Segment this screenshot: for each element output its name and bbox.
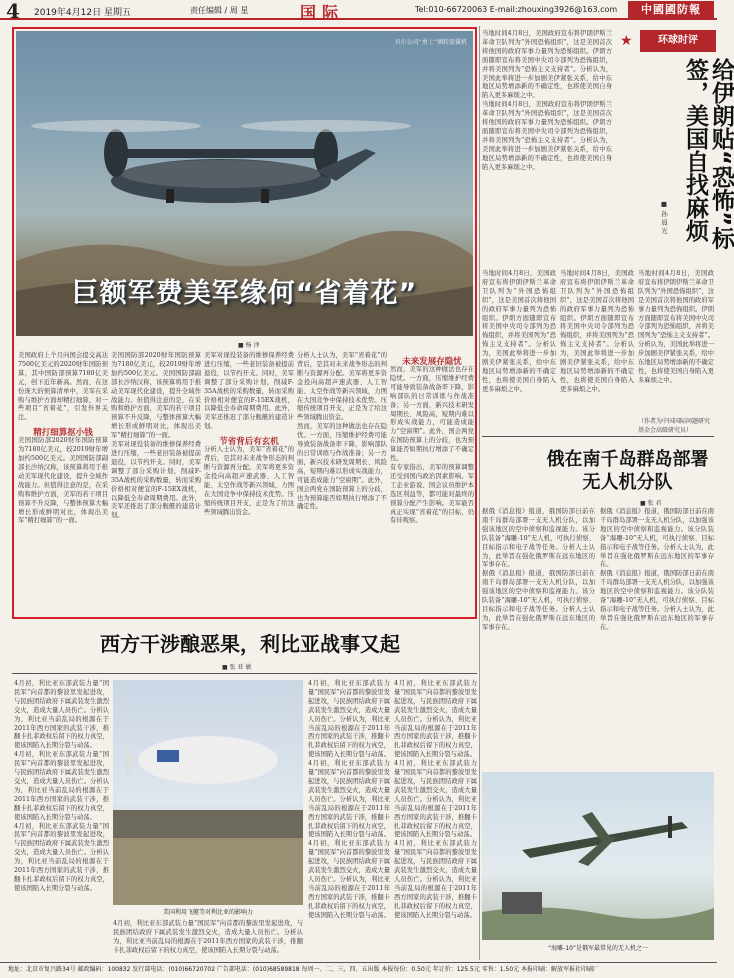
commentary-label: 环球时评 bbox=[640, 30, 716, 52]
section-title: 国际 bbox=[300, 3, 345, 22]
issue-date: 2019年4月12日 星期五 bbox=[34, 8, 131, 18]
commentary-headline: 给伊朗贴“恐怖”标签，美国自找麻烦 bbox=[682, 58, 734, 250]
newspaper-logo: 中國國防報 bbox=[628, 1, 714, 18]
lead-byline: ■ 杨 泽 bbox=[238, 342, 260, 349]
drones-photo-caption: “海雕-10”是俄军最常见的无人机之一 bbox=[547, 945, 649, 952]
footer-imprint: 地址：北京市复兴路34号 邮政编码：100832 发行部电话：(010)66720702 广告部电话：(010)68589818 每周一、二、三、四、五出版 本报每份：0.50元 年订价：125.5元 零售：1.50元 本报印刷：解放军报社印刷厂 bbox=[0, 962, 717, 978]
photo-caption: 贝尔公司“勇士”倾转旋翼机 bbox=[394, 39, 467, 46]
commentary-paragraph: 当地时间4月8日，美国政府宣布将伊朗伊斯兰革命卫队列为“外国恐怖组织”，这是美国首次将他国的政府军事力量列为恐怖组织。伊朗方面随即宣布将美国中央司令部列为恐怖组织，并将美国列为“恐怖主义支持者”。分析认为，美国此举将进一步加剧美伊紧张关系，给中东地区局势增添新的不确定性，也将使美国自身陷入更多麻烦之中。 bbox=[482, 101, 612, 171]
commentary-column-4 bbox=[638, 270, 714, 420]
libya-column-3 bbox=[308, 680, 390, 958]
libya-headline: 西方干涉酿恶果，利比亚战事又起 bbox=[100, 632, 400, 656]
lead-subhead-3: 未来发展存隐忧 bbox=[402, 357, 462, 367]
lead-paragraph: 美国国防部2020财年国防预算为7180亿美元，较2019财年增加约500亿美元。美国国防部副部长沙纳汉称，该预算将用于推动美军现代化建设，提升全域作战能力。但值得注意的是，在采购和维护方面，美军的若干项目预算不升反降，与整体预算大幅增长形成鲜明对比，体现出美军“精打细算”的一面。 bbox=[111, 352, 201, 440]
commentary-column-1 bbox=[482, 30, 612, 265]
lead-column-4 bbox=[297, 352, 387, 614]
lead-paragraph: 美军对现役装备的维修保养经费进行压缩，一些老旧装备被提前退役，以节约开支。同时，美军调整了部分采购计划，削减F-35A战机的采购数量，转而采购价格相对便宜的F-15EX战机，以降低全寿命周期费用。此外，美军还推迟了部分舰艇的建造计划。 bbox=[204, 352, 294, 431]
drones-paragraph: 据俄《消息报》报道，俄国防部日前在南千岛群岛部署一支无人机分队，以加强该地区的空中侦察和监视能力。该分队装备“海雕-10”无人机，可执行侦察、目标指示和电子战等任务。分析人士认为，此举旨在强化俄罗斯在远东地区的军事存在。 bbox=[600, 570, 714, 631]
libya-paragraph: 4月初，利比亚东部武装力量“国民军”向首都的黎波里发起进攻，与民族团结政府下属武装发生激烈交火，造成大量人员伤亡。分析认为，利比亚当前乱局的根源在于2011年西方国家的武装干涉，推翻卡扎菲政权后留下的权力真空，使该国陷入长期分裂与动荡。 bbox=[14, 822, 109, 892]
drones-paragraph: 据俄《消息报》报道，俄国防部日前在南千岛群岛部署一支无人机分队，以加强该地区的空中侦察和监视能力。该分队装备“海雕-10”无人机，可执行侦察、目标指示和电子战等任务。分析人士认为，此举旨在强化俄罗斯在远东地区的军事存在。 bbox=[600, 508, 714, 569]
commentary-author-note: （作者为中国国际问题研究基金会高级研究员） bbox=[638, 418, 711, 434]
lead-photo bbox=[16, 31, 473, 336]
libya-paragraph: 4月初，利比亚东部武装力量“国民军”向首都的黎波里发起进攻，与民族团结政府下属武装发生激烈交火，造成大量人员伤亡。分析认为，利比亚当前乱局的根源在于2011年西方国家的武装干涉，推翻卡扎菲政权后留下的权力真空，使该国陷入长期分裂与动荡。 bbox=[14, 680, 109, 750]
section-divider bbox=[12, 673, 477, 674]
drone-image bbox=[482, 772, 714, 940]
libya-paragraph: 4月初，利比亚东部武装力量“国民军”向首都的黎波里发起进攻，与民族团结政府下属武装发生激烈交火，造成大量人员伤亡。分析认为，利比亚当前乱局的根源在于2011年西方国家的武装干涉，推翻卡扎菲政权后留下的权力真空，使该国陷入长期分裂与动荡。 bbox=[394, 680, 477, 759]
airship-image bbox=[113, 680, 303, 905]
lead-subhead-1: 精打细算抠小钱 bbox=[33, 428, 93, 439]
commentary-column-3 bbox=[560, 270, 634, 430]
libya-column-1 bbox=[14, 680, 109, 950]
drone-photo bbox=[482, 772, 714, 940]
drones-column-2 bbox=[600, 508, 714, 768]
commentary-paragraph: 当地时间4月8日，美国政府宣布将伊朗伊斯兰革命卫队列为“外国恐怖组织”，这是美国首次将他国的政府军事力量列为恐怖组织。伊朗方面随即宣布将美国中央司令部列为恐怖组织，并将美国列为“恐怖主义支持者”。分析认为，美国此举将进一步加剧美伊紧张关系，给中东地区局势增添新的不确定性，也将使美国自身陷入更多麻烦之中。 bbox=[482, 30, 612, 100]
lead-paragraph: 美国政府上个月向国会提交高达7500亿美元的2020财年国防预算，其中国防部预算7180亿美元，创下近年新高。然而，在这份庞大的预算清单中，美军在采购与维护方面却精打细算，对一些项目“省着花”，引发外界关注。 bbox=[18, 352, 108, 422]
star-icon: ★ bbox=[620, 33, 633, 49]
lead-column-3 bbox=[204, 352, 294, 614]
commentary-paragraph: 当地时间4月8日，美国政府宣布将伊朗伊斯兰革命卫队列为“外国恐怖组织”，这是美国首次将他国的政府军事力量列为恐怖组织。伊朗方面随即宣布将美国中央司令部列为恐怖组织，并将美国列为“恐怖主义支持者”。分析认为，美国此举将进一步加剧美伊紧张关系，给中东地区局势增添新的不确定性，也将使美国自身陷入更多麻烦之中。 bbox=[638, 270, 714, 384]
contact-info: Tel:010-66720063 E-mail:zhouxing3926@163.com bbox=[415, 5, 618, 14]
lead-column-2 bbox=[111, 352, 201, 614]
page-number: 4 bbox=[6, 0, 20, 23]
drones-headline: 俄在南千岛群岛部署无人机分队 bbox=[546, 449, 709, 493]
lead-column-1 bbox=[18, 352, 108, 614]
libya-paragraph: 4月初，利比亚东部武装力量“国民军”向首都的黎波里发起进攻，与民族团结政府下属武装发生激烈交火，造成大量人员伤亡。分析认为，利比亚当前乱局的根源在于2011年西方国家的武装干涉，推翻卡扎菲政权后留下的权力真空，使该国陷入长期分裂与动荡。 bbox=[14, 751, 109, 821]
lead-column-5 bbox=[390, 352, 474, 614]
libya-paragraph: 4月初，利比亚东部武装力量“国民军”向首都的黎波里发起进攻，与民族团结政府下属武装发生激烈交火，造成大量人员伤亡。分析认为，利比亚当前乱局的根源在于2011年西方国家的武装干涉，推翻卡扎菲政权后留下的权力真空，使该国陷入长期分裂与动荡。 bbox=[308, 760, 391, 839]
drones-paragraph: 据俄《消息报》报道，俄国防部日前在南千岛群岛部署一支无人机分队，以加强该地区的空中侦察和监视能力。该分队装备“海雕-10”无人机，可执行侦察、目标指示和电子战等任务。分析人士认为，此举旨在强化俄罗斯在远东地区的军事存在。 bbox=[482, 570, 595, 631]
libya-paragraph: 4月初，利比亚东部武装力量“国民军”向首都的黎波里发起进攻，与民族团结政府下属武装发生激烈交火，造成大量人员伤亡。分析认为，利比亚当前乱局的根源在于2011年西方国家的武装干涉，推翻卡扎菲政权后留下的权力真空，使该国陷入长期分裂与动荡。 bbox=[394, 760, 477, 839]
libya-column-2 bbox=[113, 920, 303, 960]
drones-author: ■ 张 君 bbox=[640, 500, 662, 507]
commentary-paragraph: 当地时间4月8日，美国政府宣布将伊朗伊斯兰革命卫队列为“外国恐怖组织”，这是美国首次将他国的政府军事力量列为恐怖组织。伊朗方面随即宣布将美国中央司令部列为恐怖组织，并将美国列为“恐怖主义支持者”。分析认为，美国此举将进一步加剧美伊紧张关系，给中东地区局势增添新的不确定性，也将使美国自身陷入更多麻烦之中。 bbox=[560, 270, 634, 393]
commentary-column-2 bbox=[482, 270, 556, 430]
libya-paragraph: 4月初，利比亚东部武装力量“国民军”向首都的黎波里发起进攻，与民族团结政府下属武装发生激烈交火，造成大量人员伤亡。分析认为，利比亚当前乱局的根源在于2011年西方国家的武装干涉，推翻卡扎菲政权后留下的权力真空，使该国陷入长期分裂与动荡。 bbox=[308, 680, 391, 759]
lead-paragraph: 分析人士认为，美军“省着花”的背后，是其对未来战争形态的判断与资源再分配。美军将更多资金投向高超声速武器、人工智能、太空作战等新兴领域，力图在大国竞争中保持技术优势。压缩传统项目开支，正是为了给这些领域腾出资金。 bbox=[297, 352, 387, 422]
lead-paragraph: 分析人士认为，美军“省着花”的背后，是其对未来战争形态的判断与资源再分配。美军将更多资金投向高超声速武器、人工智能、太空作战等新兴领域，力图在大国竞争中保持技术优势。压缩传统项目开支，正是为了给这些领域腾出资金。 bbox=[204, 446, 294, 516]
drones-paragraph: 据俄《消息报》报道，俄国防部日前在南千岛群岛部署一支无人机分队，以加强该地区的空中侦察和监视能力。该分队装备“海雕-10”无人机，可执行侦察、目标指示和电子战等任务。分析人士认为，此举旨在强化俄罗斯在远东地区的军事存在。 bbox=[482, 508, 595, 569]
lead-headline: 巨额军费美军缘何“省着花” bbox=[71, 278, 418, 309]
commentary-paragraph: 当地时间4月8日，美国政府宣布将伊朗伊斯兰革命卫队列为“外国恐怖组织”，这是美国首次将他国的政府军事力量列为恐怖组织。伊朗方面随即宣布将美国中央司令部列为恐怖组织，并将美国列为“恐怖主义支持者”。分析认为，美国此举将进一步加剧美伊紧张关系，给中东地区局势增添新的不确定性，也将使美国自身陷入更多麻烦之中。 bbox=[482, 270, 556, 393]
libya-paragraph: 4月初，利比亚东部武装力量“国民军”向首都的黎波里发起进攻，与民族团结政府下属武装发生激烈交火，造成大量人员伤亡。分析认为，利比亚当前乱局的根源在于2011年西方国家的武装干涉，推翻卡扎菲政权后留下的权力真空，使该国陷入长期分裂与动荡。 bbox=[394, 840, 477, 919]
drones-column-1 bbox=[482, 508, 595, 768]
libya-photo-caption: 美国利用飞艇等对利比亚的影响力 bbox=[162, 909, 253, 916]
libya-byline: ■ 张 亚 敏 bbox=[222, 664, 252, 671]
libya-paragraph: 4月初，利比亚东部武装力量“国民军”向首都的黎波里发起进攻，与民族团结政府下属武装发生激烈交火，造成大量人员伤亡。分析认为，利比亚当前乱局的根源在于2011年西方国家的武装干涉，推翻卡扎菲政权后留下的权力真空，使该国陷入长期分裂与动荡。 bbox=[113, 920, 303, 954]
libya-photo bbox=[113, 680, 303, 905]
commentary-author: ■ 孙 晨 光 bbox=[660, 200, 668, 234]
lead-paragraph: 美军对现役装备的维修保养经费进行压缩，一些老旧装备被提前退役，以节约开支。同时，美军调整了部分采购计划，削减F-35A战机的采购数量，转而采购价格相对便宜的F-15EX战机，以降低全寿命周期费用。此外，美军还推迟了部分舰艇的建造计划。 bbox=[111, 441, 201, 520]
masthead bbox=[0, 0, 717, 23]
editor-credit: 责任编辑 / 周 星 bbox=[190, 6, 249, 15]
libya-column-4 bbox=[394, 680, 477, 958]
libya-paragraph: 4月初，利比亚东部武装力量“国民军”向首都的黎波里发起进攻，与民族团结政府下属武装发生激烈交火，造成大量人员伤亡。分析认为，利比亚当前乱局的根源在于2011年西方国家的武装干涉，推翻卡扎菲政权后留下的权力真空，使该国陷入长期分裂与动荡。 bbox=[308, 840, 391, 919]
column-rule bbox=[479, 26, 480, 960]
lead-subhead-2: 节省背后有玄机 bbox=[219, 437, 279, 448]
lead-paragraph: 有专家指出，美军的预算调整还受到国内政治因素影响。军工企业游说、国会议员维护本选区利益等，都可能对最终的预算分配产生影响。美军能否真正实现“省着花”的目标，仍有待观察。 bbox=[390, 463, 474, 525]
lead-paragraph: 然而，美军的这种做法也存在隐忧。一方面，压缩维护经费可能导致装备战备率下降，影响部队的日常训练与作战准备；另一方面，新兴技术研发周期长、风险高，短期内难以形成实战能力，可能造成能力“空窗期”。此外，国会两党在国防预算上的分歧，也为预算能否如期执行增添了不确定性。 bbox=[390, 366, 474, 463]
lead-paragraph: 然而，美军的这种做法也存在隐忧。一方面，压缩维护经费可能导致装备战备率下降，影响部队的日常训练与作战准备；另一方面，新兴技术研发周期长、风险高，短期内难以形成实战能力，可能造成能力“空窗期”。此外，国会两党在国防预算上的分歧，也为预算能否如期执行增添了不确定性。 bbox=[297, 423, 387, 511]
lead-paragraph: 美国国防部2020财年国防预算为7180亿美元，较2019财年增加约500亿美元。美国国防部副部长沙纳汉称，该预算将用于推动美军现代化建设，提升全域作战能力。但值得注意的是，在采购和维护方面，美军的若干项目预算不升反降，与整体预算大幅增长形成鲜明对比，体现出美军“精打细算”的一面。 bbox=[18, 437, 108, 525]
section-divider bbox=[482, 436, 714, 437]
